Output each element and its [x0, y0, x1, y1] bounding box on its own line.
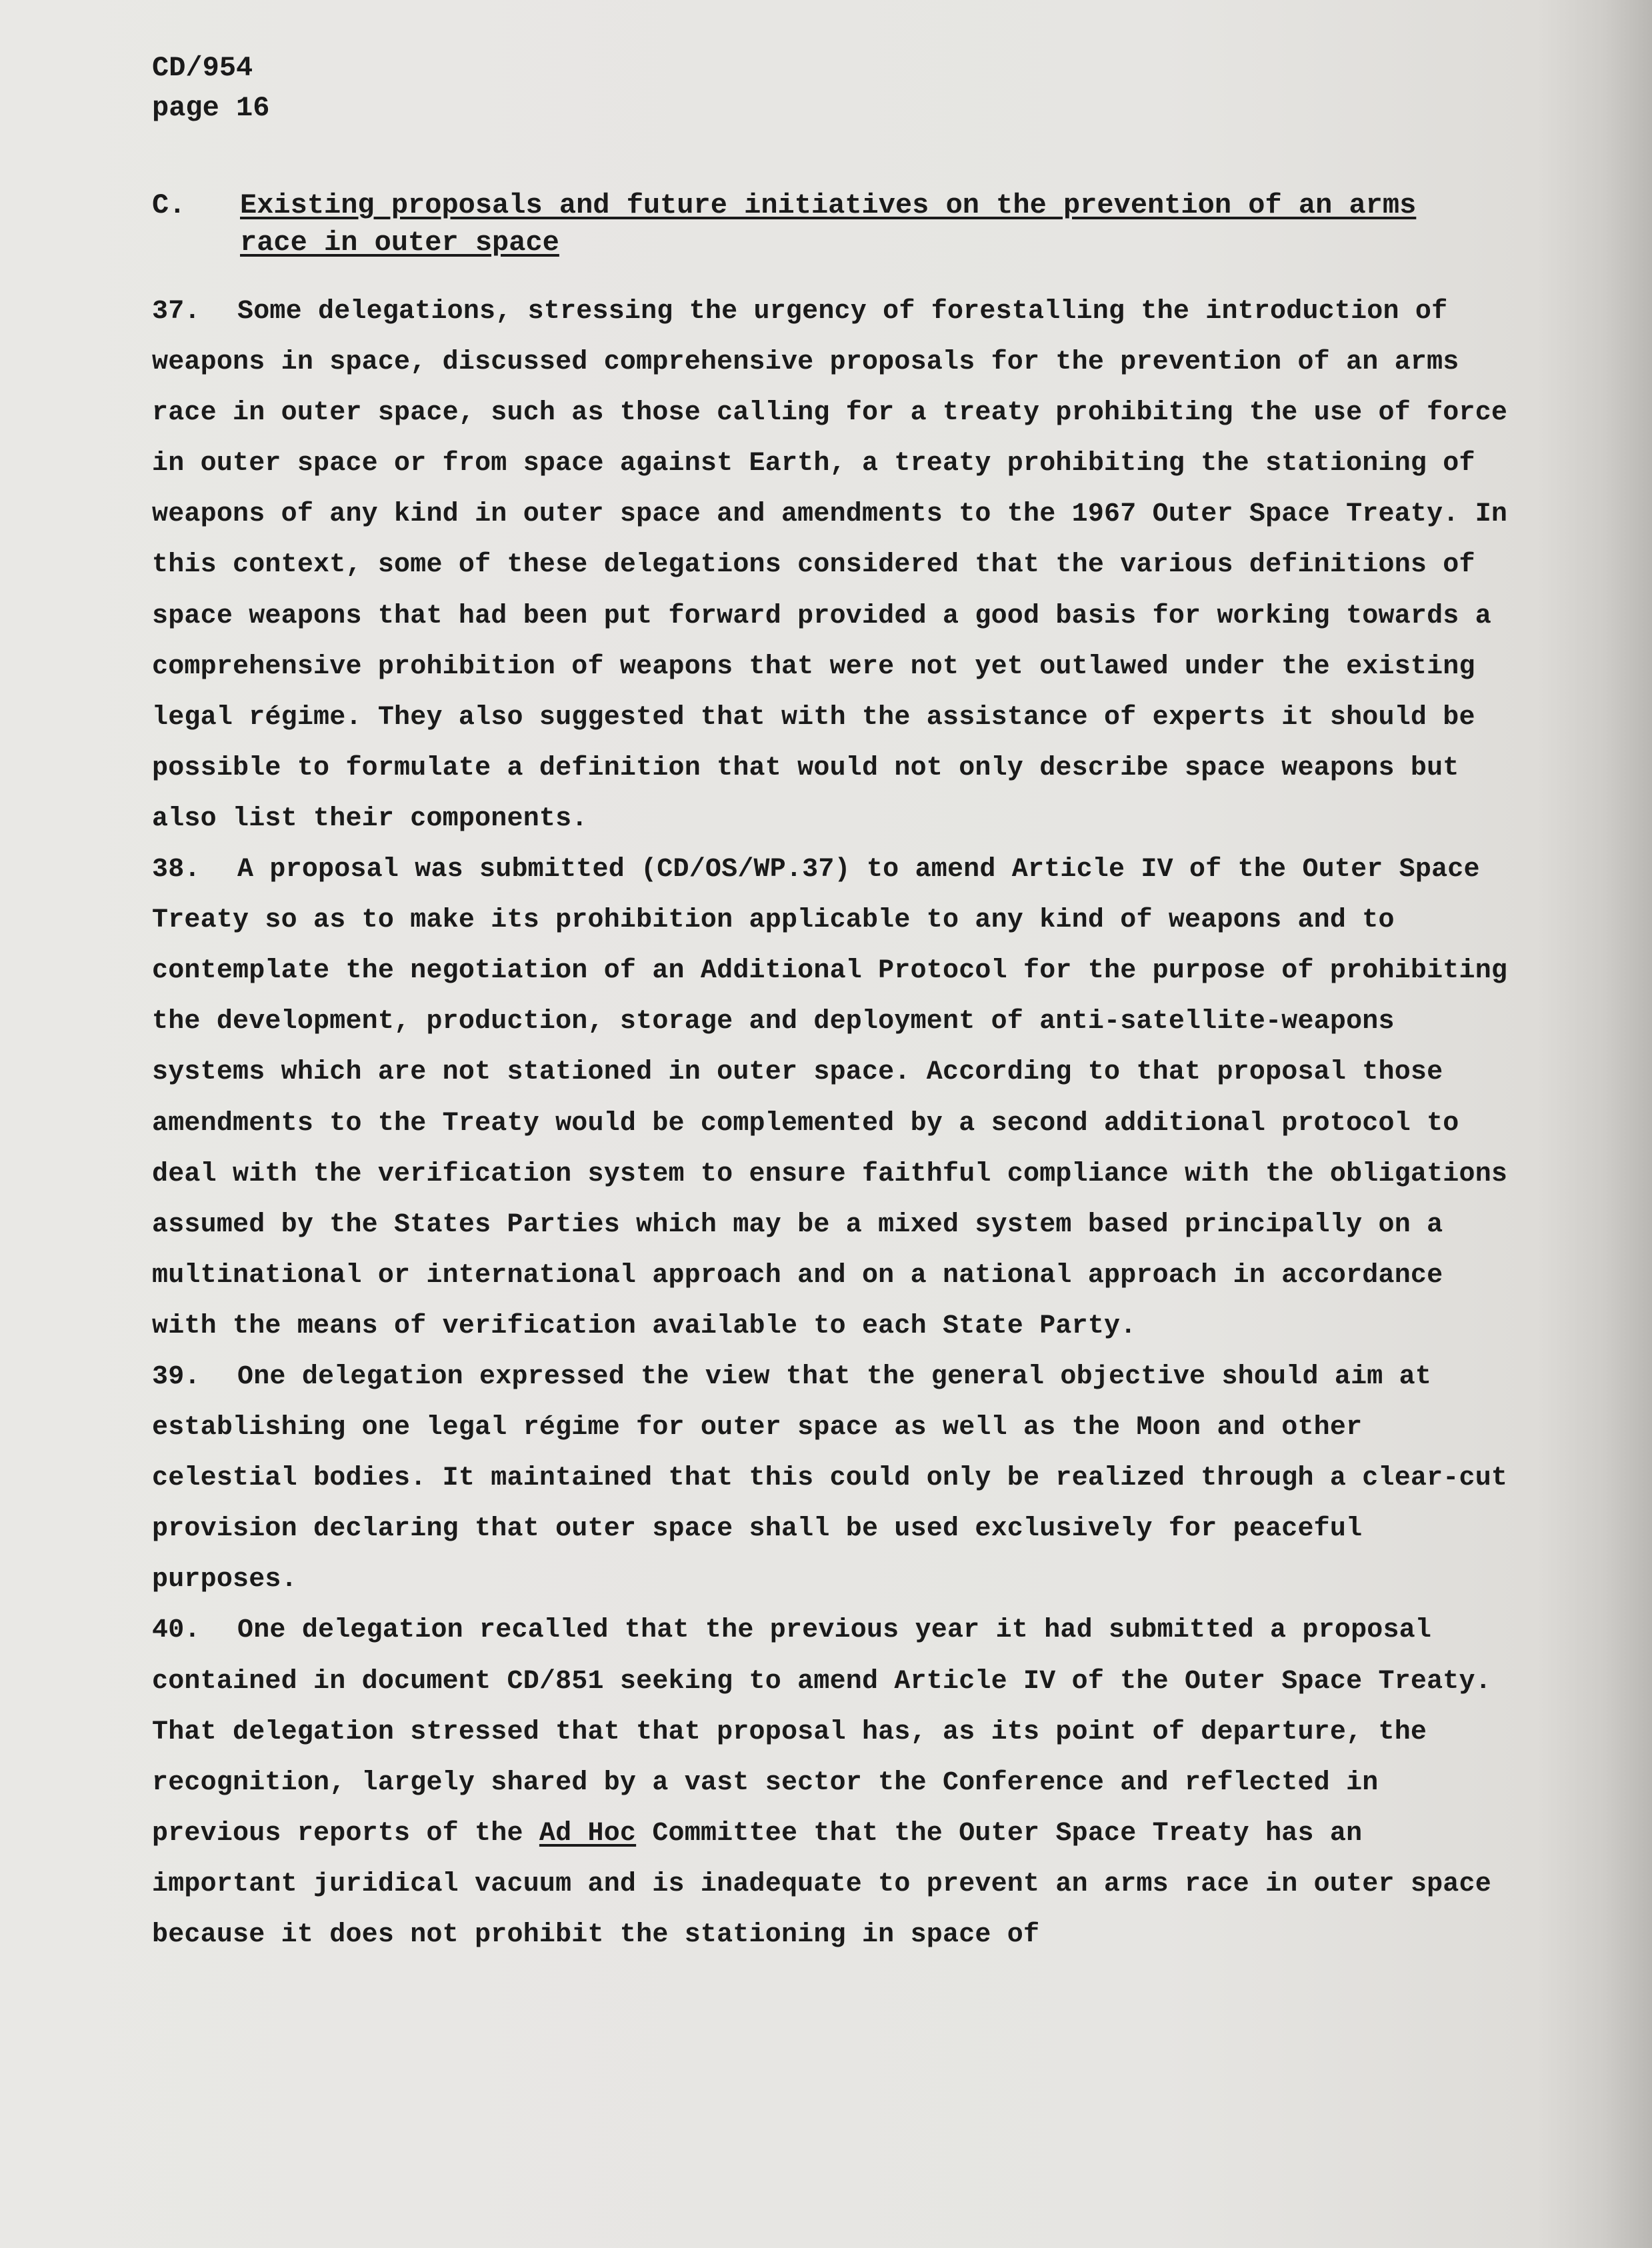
ad-hoc-underlined: Ad Hoc [539, 1818, 637, 1849]
section-letter: C. [152, 189, 186, 221]
paragraph-number: 38. [152, 855, 201, 885]
paragraph-text: A proposal was submitted (CD/OS/WP.37) to amend Article IV of the Outer Space Treaty so as to make its prohibition applicable to any kind of weapons and to contemplate the negotiation of an Additional Protocol for the purpose of prohibiting the development, production, storage and deployment of anti-satellite-weapons systems which are not stationed in outer space. According to that proposal those amendments to the Treaty would be complemented by a second additional protocol to deal with the verification system to ensure faithful compliance with the obligations assumed by the States Parties which may be a mixed system based principally on a multinational or international approach and on a national approach in accordance with the means of verification available to each State Party. [152, 855, 1508, 1341]
page-number: page 16 [152, 92, 270, 124]
paragraph-39 [152, 1352, 1512, 1605]
document-body [152, 287, 1512, 1961]
paragraph-40 [152, 1605, 1512, 1961]
page-header [152, 48, 269, 128]
paragraph-number: 39. [152, 1361, 201, 1392]
paragraph-text: Some delegations, stressing the urgency of forestalling the introduction of weapons in space, discussed comprehensive proposals for the prevention of an arms race in outer space, such as those calling for a treaty prohibiting the use of force in outer space or from space against Earth, a treaty prohibiting the stationing of weapons of any kind in outer space and amendments to the 1967 Outer Space Treaty. In this context, some of these delegations considered that the various definitions of space weapons that had been put forward provided a good basis for working towards a comprehensive prohibition of weapons that were not yet outlawed under the existing legal régime. They also suggested that with the assistance of experts it should be possible to formulate a definition that would not only describe space weapons but also list their components. [152, 297, 1508, 834]
paragraph-text-start: One delegation recalled that the previous year it had submitted a proposal contained in document CD/851 seeking to amend Article IV of the Outer Space Treaty. That delegation stressed that that proposal has, as its point of departure, the recognition, largely shared by a vast sector the Conference and reflected in previous reports of the [152, 1615, 1491, 1849]
paragraph-37 [152, 287, 1512, 845]
paragraph-text: One delegation expressed the view that the general objective should aim at establishing one legal régime for outer space as well as the Moon and other celestial bodies. It maintained that this could only be realized through a clear-cut provision declaring that outer space shall be used exclusively for peaceful purposes. [152, 1361, 1508, 1595]
paragraph-number: 40. [152, 1615, 201, 1646]
document-symbol: CD/954 [152, 52, 253, 84]
paragraph-text-end: Committee that the Outer Space Treaty has an important juridical vacuum and is inadequate to prevent an arms race in outer space because it does not prohibit the stationing in space of [152, 1818, 1491, 1950]
paragraph-38 [152, 845, 1512, 1352]
paragraph-number: 37. [152, 297, 201, 327]
section-title: Existing proposals and future initiatives on the prevention of an arms race in outer space [240, 189, 1417, 259]
